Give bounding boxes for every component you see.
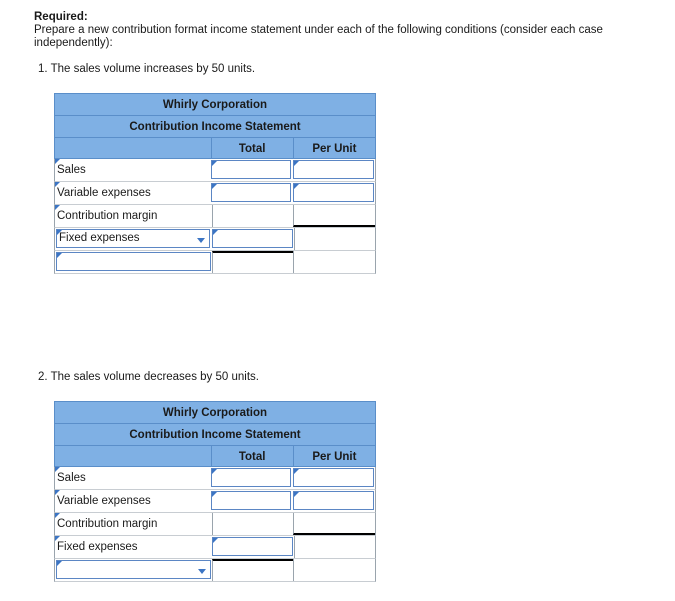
variable-expenses-row [54,182,376,205]
sales-total-input[interactable] [211,468,292,487]
net-income-total-cell [212,559,294,581]
flag-icon [55,536,60,541]
variable-expenses-per-unit-input[interactable] [293,183,374,202]
flag-icon [294,492,299,497]
contribution-margin-per-unit-cell [293,205,375,227]
flag-icon [55,513,60,518]
flag-icon [55,467,60,472]
instruction-text: Prepare a new contribution format income statement under each of the following conditions (consider each case independently): [34,24,603,49]
dropdown-arrow-icon[interactable] [197,238,205,243]
required-label: Required: [34,11,88,23]
contribution-margin-total-cell [212,513,294,535]
net-income-label-select[interactable] [56,560,211,579]
sales-per-unit-input[interactable] [293,160,374,179]
fixed-expenses-row [54,536,376,559]
column-headers [54,137,376,159]
column-headers [54,445,376,467]
variable-expenses-total-input[interactable] [211,491,292,510]
fixed-expenses-label: Fixed expenses [55,536,211,558]
fixed-expenses-total-input[interactable] [212,537,293,556]
contribution-margin-label: Contribution margin [55,205,212,227]
flag-icon [55,205,60,210]
flag-icon [55,490,60,495]
label-column-header [55,446,211,466]
flag-icon [212,492,217,497]
net-income-label-input[interactable] [56,252,211,271]
fixed-expenses-select[interactable]: Fixed expenses [56,229,210,248]
per-unit-column-header: Per Unit [293,446,375,466]
total-column-header: Total [211,446,293,466]
question-1: 1. The sales volume increases by 50 units. [38,63,256,75]
sales-row [54,159,376,182]
flag-icon [212,184,217,189]
flag-icon [213,538,218,543]
sales-label: Sales [55,159,210,181]
flag-icon [213,230,218,235]
sales-row [54,467,376,490]
net-income-per-unit-cell [293,251,375,273]
flag-icon [212,469,217,474]
flag-icon [294,469,299,474]
variable-expenses-total-input[interactable] [211,183,292,202]
dropdown-arrow-icon[interactable] [198,569,206,574]
contribution-margin-label: Contribution margin [55,513,212,535]
variable-expenses-label: Variable expenses [55,182,210,204]
flag-icon [55,182,60,187]
instructions-block [34,11,634,50]
net-operating-income-row [54,559,376,582]
contribution-margin-row [54,205,376,228]
sales-per-unit-input[interactable] [293,468,374,487]
variable-expenses-per-unit-input[interactable] [293,491,374,510]
variable-expenses-row [54,490,376,513]
fixed-expenses-total-input[interactable] [212,229,293,248]
fixed-expenses-row [54,228,376,251]
statement-title: Contribution Income Statement [54,115,376,137]
question-2: 2. The sales volume decreases by 50 units. [38,371,259,383]
fixed-expenses-per-unit-cell [294,536,375,558]
sales-total-input[interactable] [211,160,292,179]
flag-icon [55,159,60,164]
company-name: Whirly Corporation [54,93,376,115]
sales-label: Sales [55,467,210,489]
flag-icon [57,253,62,258]
total-column-header: Total [211,138,293,158]
per-unit-column-header: Per Unit [293,138,375,158]
flag-icon [57,230,62,235]
statement-title: Contribution Income Statement [54,423,376,445]
company-name: Whirly Corporation [54,401,376,423]
fixed-expenses-per-unit-cell [294,228,375,250]
label-column-header [55,138,211,158]
contribution-margin-row [54,513,376,536]
flag-icon [294,161,299,166]
income-statement-2 [54,401,376,582]
flag-icon [212,161,217,166]
variable-expenses-label: Variable expenses [55,490,210,512]
flag-icon [57,561,62,566]
contribution-margin-per-unit-cell [293,513,375,535]
net-income-total-cell [212,251,294,273]
net-income-per-unit-cell [293,559,375,581]
flag-icon [294,184,299,189]
net-operating-income-row [54,251,376,274]
contribution-margin-total-cell [212,205,294,227]
income-statement-1 [54,93,376,274]
